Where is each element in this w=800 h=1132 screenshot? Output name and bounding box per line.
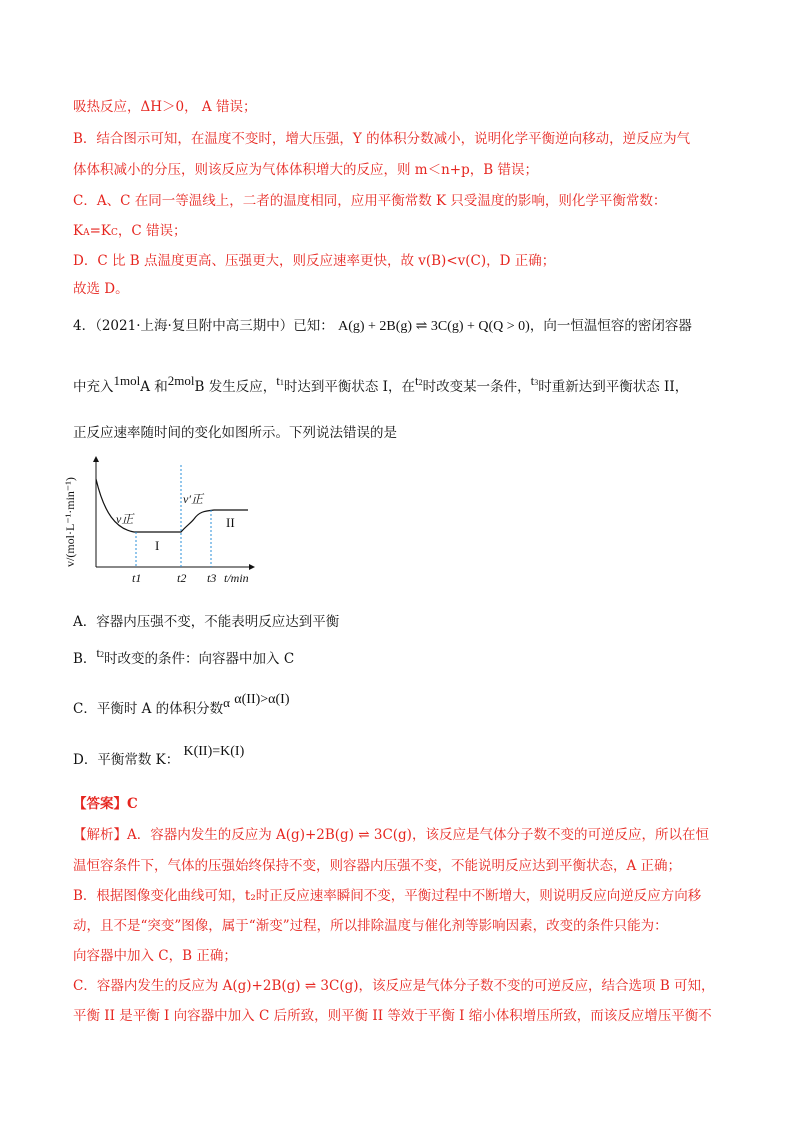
- question-line-1: 4．（2021·上海·复旦附中高三期中）已知： A(g) + 2B(g) ⇌ 3C(g) + Q(Q > 0)，向一恒温恒容的密闭容器: [73, 318, 692, 334]
- analysis-line: 动，且不是“突变”图像，属于“渐变”过程，所以排除温度与催化剂等影响因素，改变的条件只能为：: [73, 918, 668, 934]
- y-axis-label: v/(mol·L⁻¹·min⁻¹): [63, 477, 77, 567]
- text-line: B．结合图示可知，在温度不变时，增大压强，Y 的体积分数减小，说明化学平衡逆向移动，逆反应为气: [73, 131, 691, 147]
- text-line: D．C 比 B 点温度更高、压强更大，则反应速率更快，故 v(B)<v(C)，D 正确；: [73, 253, 556, 269]
- text-line-k: KA=KC，C 错误；: [73, 223, 187, 239]
- text-line: C．A、C 在同一等温线上，二者的温度相同，应用平衡常数 K 只受温度的影响，则化学平衡常数：: [73, 193, 667, 209]
- rate-time-chart: [56, 455, 256, 600]
- analysis-line: 向容器中加入 C，B 正确；: [73, 948, 237, 964]
- region-label-i: I: [155, 538, 160, 553]
- text-line: 体体积减小的分压，则该反应为气体体积增大的反应，则 m＜n+p，B 错误；: [73, 162, 538, 178]
- analysis-line: 平衡 II 是平衡 I 向容器中加入 C 后所致，则平衡 II 等效于平衡 I 缩小体积增压所致，而该反应增压平衡不: [73, 1008, 712, 1024]
- option-b: B．t2时改变的条件：向容器中加入 C: [73, 645, 295, 667]
- question-line-3: 正反应速率随时间的变化如图所示。下列说法错误的是: [73, 425, 397, 441]
- region-label-ii: II: [226, 515, 235, 530]
- option-a: A．容器内压强不变，不能表明反应达到平衡: [73, 614, 340, 630]
- analysis-line: B．根据图像变化曲线可知，t₂时正反应速率瞬间不变，平衡过程中不断增大，则说明反应向逆反应方向移: [73, 888, 702, 904]
- analysis-line: 温恒容条件下，气体的压强始终保持不变，则容器内压强不变，不能说明反应达到平衡状态，A 正确；: [73, 858, 682, 874]
- x-tick-label: t2: [177, 571, 187, 585]
- text-line: 故选 D。: [73, 281, 129, 297]
- option-d: D．平衡常数 K： K(II)=K(I): [73, 744, 245, 768]
- x-tick-label: t3: [207, 571, 217, 585]
- text-line: 吸热反应，ΔH＞0， A 错误；: [73, 99, 257, 115]
- analysis-line: 【解析】A．容器内发生的反应为 A(g)+2B(g) ⇌ 3C(g)，该反应是气体分子数不变的可逆反应，所以在恒: [73, 827, 709, 843]
- x-tick-label: t1: [132, 571, 142, 585]
- analysis-line: C．容器内发生的反应为 A(g)+2B(g) ⇌ 3C(g)，该反应是气体分子数不变的可逆反应，结合选项 B 可知，: [73, 978, 715, 994]
- v-forward-label: v正: [116, 512, 134, 526]
- reaction-equation: A(g) + 2B(g) ⇌ 3C(g) + Q(Q > 0): [338, 319, 530, 334]
- v-forward-prime-label: v′正: [183, 492, 203, 506]
- question-line-2: 中充入1molA 和2molB 发生反应，t1时达到平衡状态 I，在t2时改变某一条件，t3时重新达到平衡状态 II，: [73, 373, 689, 395]
- x-axis-label: t/min: [224, 571, 249, 585]
- answer-label: 【答案】C: [73, 796, 138, 812]
- option-c: C．平衡时 A 的体积分数α α(II)>α(I): [73, 692, 290, 717]
